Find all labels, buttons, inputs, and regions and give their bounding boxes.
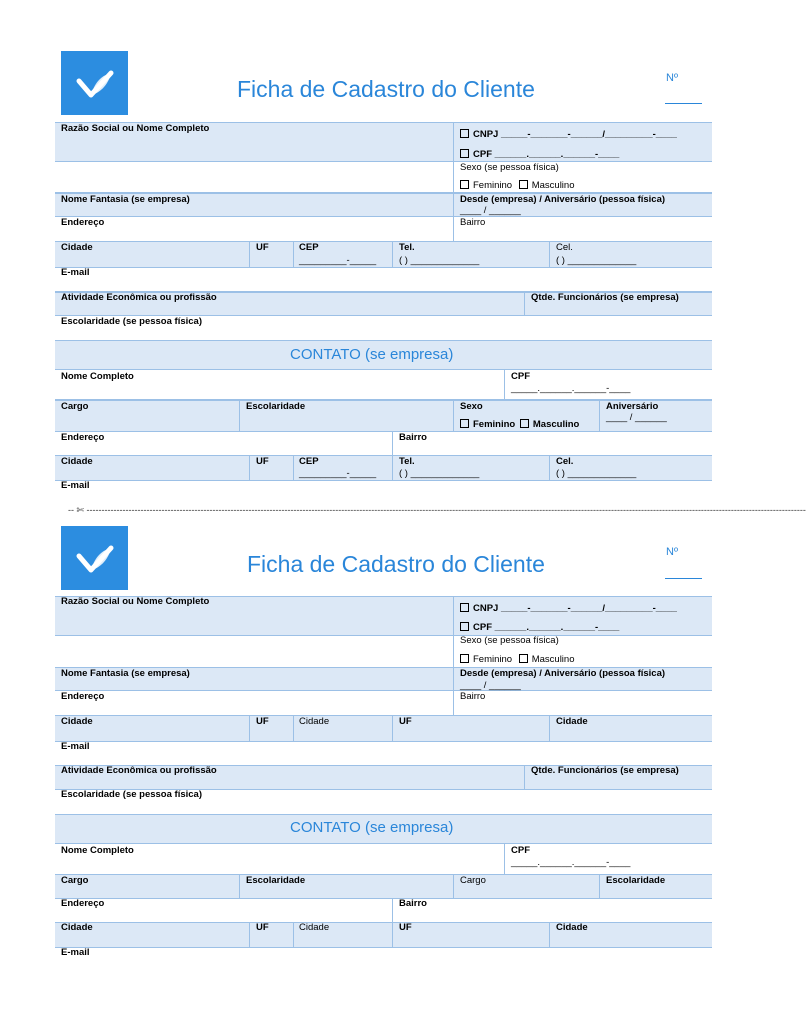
checkbox[interactable] xyxy=(460,654,469,663)
numero-label: Nº xyxy=(666,72,678,84)
cargo-field[interactable]: Cargo xyxy=(61,401,89,412)
cnpj-field[interactable]: CNPJ _____-_______-______/_________-____ xyxy=(460,129,677,140)
contato-cel-field[interactable]: Cel. xyxy=(556,456,574,467)
checkbox[interactable] xyxy=(519,180,528,189)
escolaridade-pf-field[interactable]: Escolaridade (se pessoa física) xyxy=(61,789,202,800)
contato-uf-field[interactable]: UF xyxy=(256,922,269,933)
form-title: Ficha de Cadastro do Cliente xyxy=(237,76,535,102)
form-title: Ficha de Cadastro do Cliente xyxy=(247,551,545,577)
tel-field[interactable]: Tel. xyxy=(399,242,415,253)
numero-label: Nº xyxy=(666,546,678,558)
desde-field[interactable]: Desde (empresa) / Aniversário (pessoa física) xyxy=(460,194,666,205)
cnpj-field[interactable]: CNPJ _____-_______-______/_________-____ xyxy=(460,603,677,614)
qtde-field[interactable]: Qtde. Funcionários (se empresa) xyxy=(531,292,679,303)
razao-social-field[interactable]: Razão Social ou Nome Completo xyxy=(61,123,210,134)
escolaridade-field-2[interactable]: Escolaridade xyxy=(606,875,666,886)
uf-field[interactable]: UF xyxy=(256,242,269,253)
aniversario-field[interactable]: Aniversário xyxy=(606,401,659,412)
contato-bairro-field[interactable]: Bairro xyxy=(399,432,427,443)
cpf-field[interactable]: CPF ______.______.______-____ xyxy=(460,149,619,160)
endereco-field[interactable]: Endereço xyxy=(61,217,105,228)
contato-email-field[interactable]: E-mail xyxy=(61,947,90,958)
escolaridade-pf-field[interactable]: Escolaridade (se pessoa física) xyxy=(61,316,202,327)
razao-social-field[interactable]: Razão Social ou Nome Completo xyxy=(61,596,210,607)
contato-nome-field[interactable]: Nome Completo xyxy=(61,371,134,382)
checkbox[interactable] xyxy=(460,419,469,428)
contato-nome-field[interactable]: Nome Completo xyxy=(61,845,134,856)
leaf-check-icon xyxy=(61,526,128,590)
contato-cpf-field[interactable]: CPF xyxy=(511,845,530,856)
leaf-check-icon xyxy=(61,51,128,115)
escolaridade-field[interactable]: Escolaridade xyxy=(246,875,306,886)
sexo-pf-label: Sexo (se pessoa física) xyxy=(460,162,559,173)
checkbox[interactable] xyxy=(520,419,529,428)
escolaridade-field[interactable]: Escolaridade xyxy=(246,401,306,412)
checkbox[interactable] xyxy=(460,622,469,631)
bairro-field[interactable]: Bairro xyxy=(460,217,486,228)
logo xyxy=(61,51,128,115)
checkbox[interactable] xyxy=(460,180,469,189)
cidade-field[interactable]: Cidade xyxy=(61,242,93,253)
email-field[interactable]: E-mail xyxy=(61,741,90,752)
logo xyxy=(61,526,128,590)
contato-endereco-field[interactable]: Endereço xyxy=(61,432,105,443)
cidade-field-2[interactable]: Cidade xyxy=(299,716,330,727)
contato-cep-field[interactable]: CEP xyxy=(299,456,319,467)
bairro-field[interactable]: Bairro xyxy=(460,691,486,702)
checkbox[interactable] xyxy=(460,129,469,138)
uf-field[interactable]: UF xyxy=(256,716,269,727)
cargo-field[interactable]: Cargo xyxy=(61,875,89,886)
sexo-label: Sexo xyxy=(460,401,483,412)
contato-cidade-field-2[interactable]: Cidade xyxy=(299,922,330,933)
contato-cidade-field[interactable]: Cidade xyxy=(61,456,93,467)
contato-email-field[interactable]: E-mail xyxy=(61,480,90,491)
checkbox[interactable] xyxy=(460,603,469,612)
endereco-field[interactable]: Endereço xyxy=(61,691,105,702)
cidade-field-3[interactable]: Cidade xyxy=(556,716,588,727)
numero-field[interactable] xyxy=(665,566,702,579)
contato-cidade-field-3[interactable]: Cidade xyxy=(556,922,588,933)
sexo-pf-label: Sexo (se pessoa física) xyxy=(460,635,559,646)
atividade-field[interactable]: Atividade Econômica ou profissão xyxy=(61,292,217,303)
checkbox[interactable] xyxy=(519,654,528,663)
desde-field[interactable]: Desde (empresa) / Aniversário (pessoa física) xyxy=(460,668,666,679)
cel-field[interactable]: Cel. xyxy=(556,242,573,253)
nome-fantasia-field[interactable]: Nome Fantasia (se empresa) xyxy=(61,668,190,679)
email-field[interactable]: E-mail xyxy=(61,267,90,278)
contato-cpf-field[interactable]: CPF xyxy=(511,371,530,382)
cut-line: -- ✄ ------------------------------------------------------------------------------------------------------------------------------------------------------------------------------------------------------------------------------------------------ xyxy=(68,505,806,515)
sexo-options[interactable]: Feminino Masculino xyxy=(460,180,575,191)
contato-uf-field[interactable]: UF xyxy=(256,456,269,467)
nome-fantasia-field[interactable]: Nome Fantasia (se empresa) xyxy=(61,194,190,205)
contato-endereco-field[interactable]: Endereço xyxy=(61,898,105,909)
cpf-field[interactable]: CPF ______.______.______-____ xyxy=(460,622,619,633)
cep-field[interactable]: CEP xyxy=(299,242,319,253)
contato-uf-field-2[interactable]: UF xyxy=(399,922,412,933)
cidade-field[interactable]: Cidade xyxy=(61,716,93,727)
uf-field-2[interactable]: UF xyxy=(399,716,412,727)
numero-field[interactable] xyxy=(665,92,702,104)
sexo-options[interactable]: Feminino Masculino xyxy=(460,654,575,665)
sexo-options[interactable]: Feminino Masculino xyxy=(460,419,579,430)
contato-heading: CONTATO (se empresa) xyxy=(290,346,454,363)
qtde-field[interactable]: Qtde. Funcionários (se empresa) xyxy=(531,765,679,776)
atividade-field[interactable]: Atividade Econômica ou profissão xyxy=(61,765,217,776)
cargo-field-2[interactable]: Cargo xyxy=(460,875,486,886)
contato-heading: CONTATO (se empresa) xyxy=(290,819,454,836)
checkbox[interactable] xyxy=(460,149,469,158)
contato-tel-field[interactable]: Tel. xyxy=(399,456,415,467)
contato-cidade-field[interactable]: Cidade xyxy=(61,922,93,933)
contato-bairro-field[interactable]: Bairro xyxy=(399,898,427,909)
